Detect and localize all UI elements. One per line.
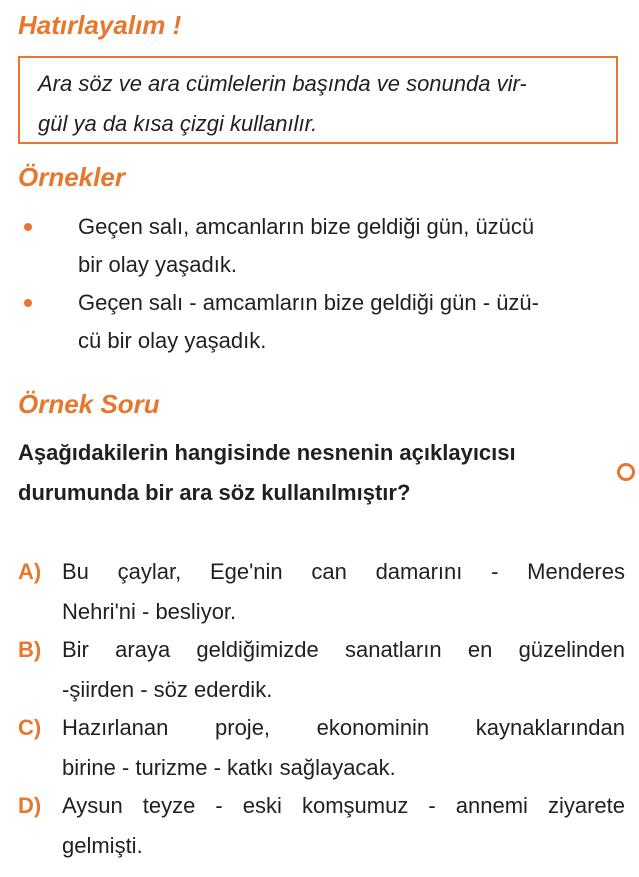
option-line: Aysun teyze - eski komşumuz - annemi ziyarete bbox=[62, 793, 625, 818]
option-line: gelmişti. bbox=[62, 833, 143, 858]
option-line: Hazırlanan proje, ekonominin kaynaklarından bbox=[62, 715, 625, 740]
example-line: Geçen salı - amcamların bize geldiği gün - üzü- bbox=[78, 290, 539, 315]
option-line: birine - turizme - katkı sağlayacak. bbox=[62, 755, 396, 780]
option-line: Bu çaylar, Ege'nin can damarını - Menderes bbox=[62, 559, 625, 584]
rule-line-1: Ara söz ve ara cümlelerin başında ve sonunda vir- bbox=[38, 71, 527, 96]
rule-box bbox=[18, 56, 618, 144]
examples-heading: Örnekler bbox=[18, 162, 125, 192]
option-line: Bir araya geldiğimizde sanatların en güzelinden bbox=[62, 637, 625, 662]
example-line: Geçen salı, amcanların bize geldiği gün, üzücü bbox=[78, 214, 535, 239]
question-line-2: durumunda bir ara söz kullanılmıştır? bbox=[18, 480, 411, 505]
option-letter: C) bbox=[18, 715, 42, 740]
question-line-1: Aşağıdakilerin hangisinde nesnenin açıklayıcısı bbox=[18, 440, 516, 465]
option-letter: A) bbox=[18, 559, 42, 584]
ring-icon bbox=[617, 463, 635, 481]
remember-heading: Hatırlayalım ! bbox=[18, 10, 182, 40]
example-question-heading: Örnek Soru bbox=[18, 389, 160, 419]
option-letter: B) bbox=[18, 637, 42, 662]
bullet-dot-icon bbox=[24, 223, 32, 231]
option-line: Nehri'ni - besliyor. bbox=[62, 599, 237, 624]
option-line: -şiirden - söz ederdik. bbox=[62, 677, 273, 702]
example-line: bir olay yaşadık. bbox=[78, 252, 237, 277]
option-letter: D) bbox=[18, 793, 42, 818]
bullet-dot-icon bbox=[24, 299, 32, 307]
rule-line-2: gül ya da kısa çizgi kullanılır. bbox=[38, 111, 318, 136]
example-line: cü bir olay yaşadık. bbox=[78, 328, 267, 353]
